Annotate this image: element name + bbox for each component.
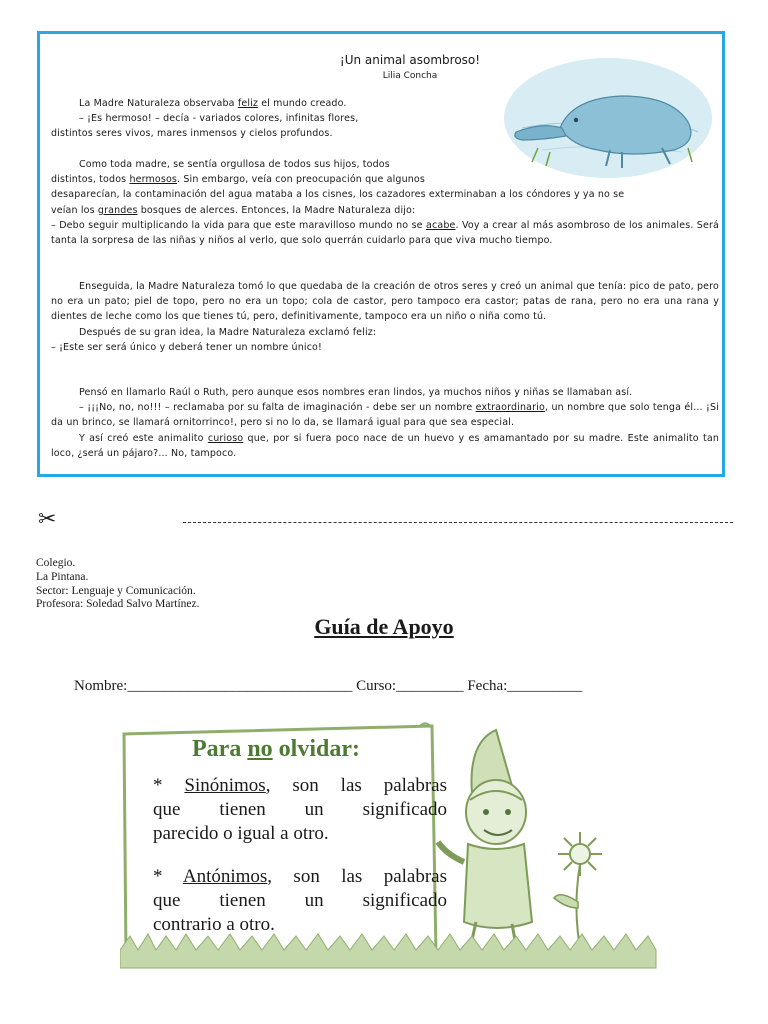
vocab-word: extraordinario	[475, 402, 545, 414]
term-synonyms: Sinónimos	[184, 775, 266, 796]
text-line: – ¡¡¡No, no, no!!! – reclamaba por su falta de imaginación - debe ser un nombre	[79, 402, 476, 414]
guide-title-text: Guía de Apoyo	[314, 614, 454, 639]
story-paragraph-3	[51, 279, 719, 355]
vocab-word: grandes	[97, 204, 138, 216]
story-paragraph-4	[51, 385, 719, 461]
text-line: veían los	[51, 204, 98, 216]
school-line: Sector: Lenguaje y Comunicación.	[36, 584, 196, 597]
text-line: La Madre Naturaleza observaba	[79, 98, 238, 109]
school-line: La Pintana.	[36, 570, 89, 583]
text-line: – ¡Es hermoso! – decía - variados colores, infinitas flores,	[79, 113, 359, 125]
story-paragraph-2	[51, 157, 719, 248]
text-line: distintos, todos	[51, 174, 130, 186]
text-line: Pensó en llamarlo Raúl o Ruth, pero aunque esos nombres eran lindos, ya muchos niños y niñas se llamaban así.	[79, 387, 633, 398]
dashed-cut-line	[183, 522, 733, 523]
story-title: ¡Un animal asombroso!	[339, 53, 481, 67]
bullet-star: *	[153, 866, 183, 887]
text-line: . Voy a crear al más asombroso de los animales. Será tanta la sorpresa de las niñas y niños al verlo, que solo querrán cuidarlo para que viva mucho tiempo.	[51, 219, 720, 247]
text-line: – ¡Este ser será único y deberá tener un nombre único!	[51, 341, 322, 353]
cut-line	[38, 508, 738, 532]
text-line: distintos seres vivos, mares inmensos y cielos profundos.	[51, 128, 333, 140]
definition-text: , son las palabras	[265, 775, 447, 796]
school-line: Colegio.	[36, 557, 76, 569]
vocab-word: curioso	[207, 432, 244, 444]
definition-text: que tienen un significado	[153, 890, 447, 911]
vocab-word: feliz	[237, 98, 259, 109]
text-line: Como toda madre, se sentía orgullosa de todos sus hijos, todos	[79, 159, 390, 170]
story-box	[37, 31, 725, 477]
school-line: Profesora: Soledad Salvo Martínez.	[36, 598, 200, 611]
school-info	[36, 557, 200, 612]
story-author: Lilia Concha	[382, 71, 438, 81]
text-line: Después de su gran idea, la Madre Naturaleza exclamó feliz:	[79, 326, 377, 338]
note-heading-text: olvidar:	[272, 736, 360, 762]
note-heading-text: Para	[192, 736, 248, 762]
text-line: que, por si fuera poco nace de un huevo y es amamantado por su madre. Este animalito tan loco, ¿será un pájaro?... No, tampoco.	[51, 432, 720, 459]
text-line: . Sin embargo, veía con preocupación que algunos	[177, 174, 425, 186]
student-fields[interactable]: Nombre:______________________________ Curso:_________ Fecha:__________	[74, 678, 583, 694]
term-antonyms: Antónimos	[182, 866, 268, 887]
note-heading	[192, 736, 360, 763]
note-heading-emphasis: no	[247, 736, 273, 762]
definition-text: , son las palabras	[267, 866, 447, 887]
bullet-star: *	[153, 775, 185, 796]
synonyms-definition	[153, 774, 447, 846]
text-line: , un nombre que solo tenga él... ¡Si da un brinco, se llamará ornitorrinco!, pero si no lo da, se llamará igual para que sea especial.	[51, 402, 719, 429]
text-line: bosques de alerces. Entonces, la Madre Naturaleza dijo:	[137, 204, 416, 216]
text-line: Y así creó este animalito	[79, 432, 208, 444]
text-line: – Debo seguir multiplicando la vida para que este maravilloso mundo no se	[51, 219, 426, 231]
text-line: desaparecían, la contaminación del agua mataba a los cisnes, los cazadores exterminaban a los cóndores y ya no se	[51, 189, 625, 201]
antonyms-definition	[153, 865, 447, 937]
definition-text: parecido o igual a otro.	[153, 823, 329, 844]
guide-title	[0, 614, 768, 640]
text-line: el mundo creado.	[258, 98, 347, 109]
scissors-icon: ✂	[38, 507, 57, 532]
vocab-word: acabe	[426, 219, 456, 231]
text-line: Enseguida, la Madre Naturaleza tomó lo que quedaba de la creación de otros seres y creó un animal que tenía: pico de pato, pero no era un pato; piel de topo, pero no era un topo; cola de castor, pero tampoco era castor; patas de rana, pero no era una rana y dientes de leche como los que tienes tú, pero, definitivamente, tampoco era un niño o niña como tú.	[51, 281, 719, 323]
definition-text: que tienen un significado	[153, 799, 447, 820]
definition-text: contrario a otro.	[153, 914, 275, 935]
story-paragraph-1	[51, 96, 719, 142]
vocab-word: hermosos	[129, 174, 178, 186]
